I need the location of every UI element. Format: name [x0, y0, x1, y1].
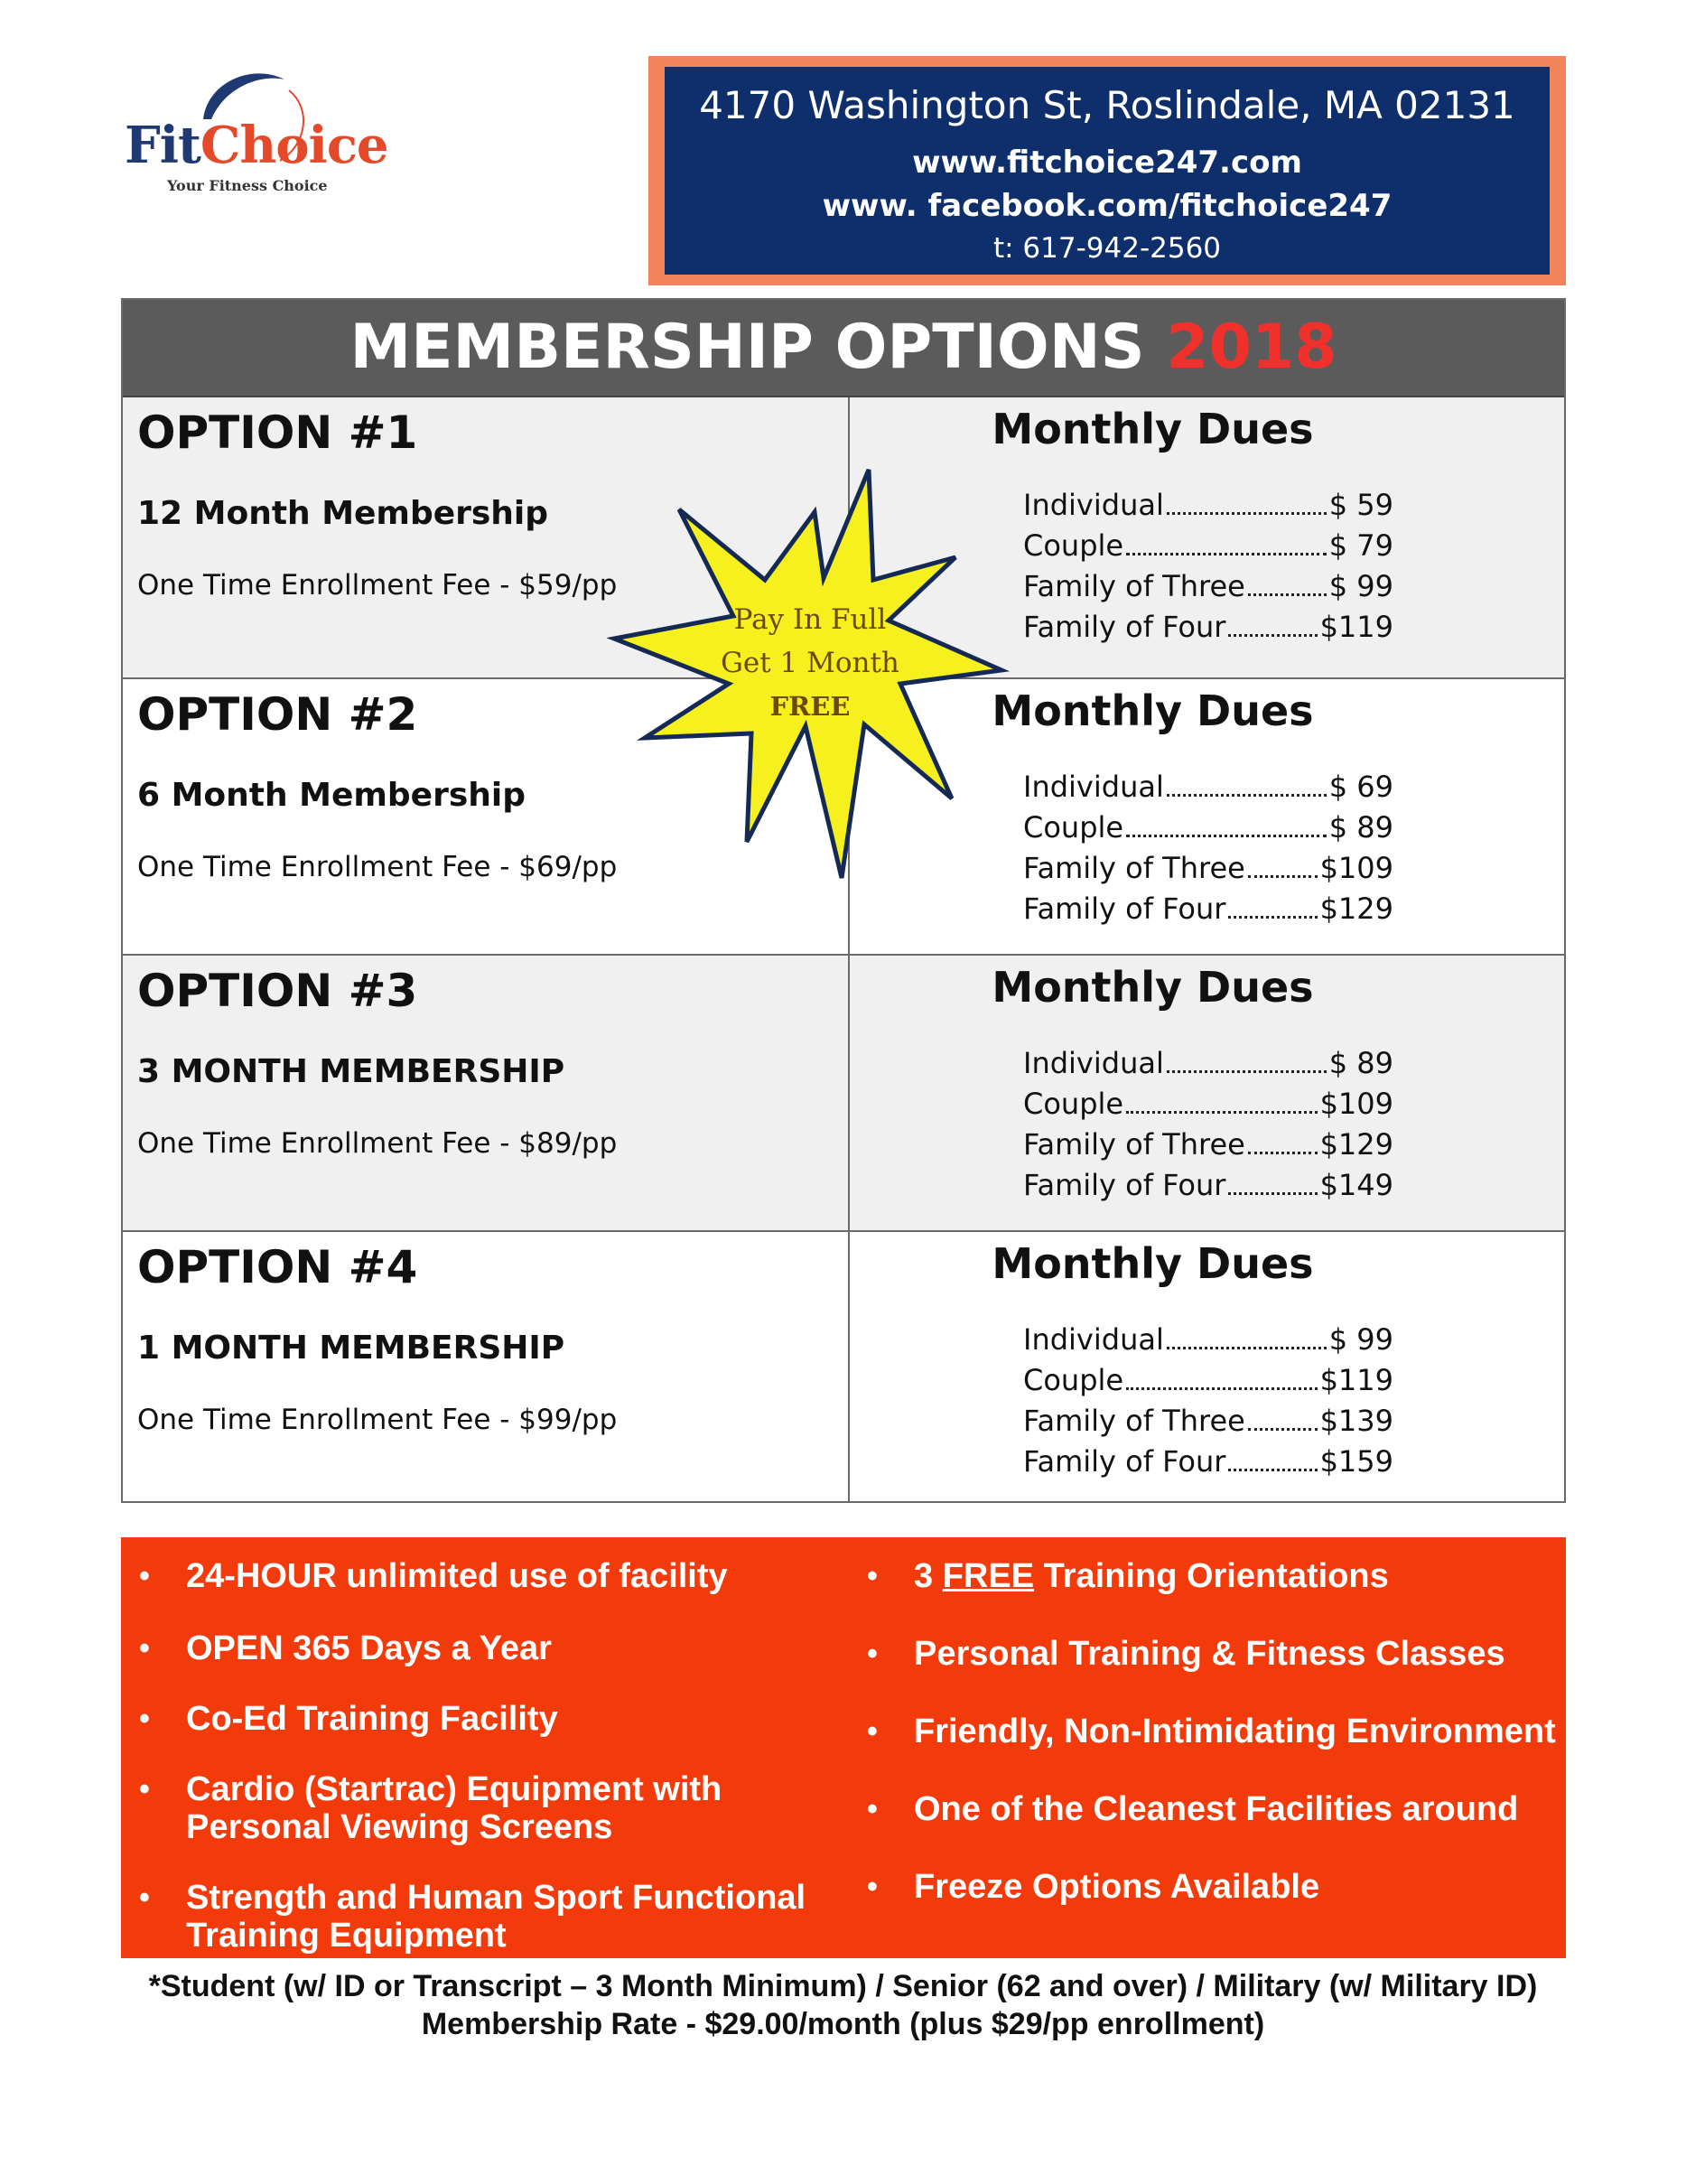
dues-item: Family of Three $129: [1023, 1127, 1393, 1162]
title-year: 2018: [1166, 312, 1337, 383]
dues-list: [1023, 488, 1393, 650]
dues-title: Monthly Dues: [992, 686, 1314, 735]
dues-item: Individual $ 99: [1023, 1322, 1393, 1357]
dues-item: Family of Four $159: [1023, 1444, 1393, 1479]
phone-number: t: 617-942-2560: [992, 232, 1222, 265]
logo-text: FitChoice: [125, 116, 388, 175]
enrollment-fee: One Time Enrollment Fee - $99/pp: [137, 1404, 618, 1436]
dues-item: Family of Four $119: [1023, 610, 1393, 644]
dues-item: Couple $119: [1023, 1363, 1393, 1397]
feature-item: • Personal Training & Fitness Classes: [867, 1635, 1505, 1673]
option-name: 1 MONTH MEMBERSHIP: [137, 1330, 565, 1367]
page-title: MEMBERSHIP OPTIONS 2018: [123, 300, 1564, 397]
promo-text: Pay In Full Get 1 Month FREE: [721, 603, 899, 722]
enrollment-fee: One Time Enrollment Fee - $69/pp: [137, 851, 618, 883]
facebook-link[interactable]: www. facebook.com/fitchoice247: [822, 188, 1393, 224]
contact-box: [648, 56, 1566, 285]
enrollment-fee: One Time Enrollment Fee - $59/pp: [137, 569, 618, 602]
option-title: OPTION #2: [137, 688, 418, 741]
dues-item: Couple $ 79: [1023, 528, 1393, 563]
option-title: OPTION #3: [137, 965, 418, 1017]
fitchoice-logo: [117, 54, 388, 208]
dues-item: Individual $ 69: [1023, 770, 1393, 804]
feature-item: • One of the Cleanest Facilities around: [867, 1790, 1519, 1828]
dues-item: Family of Three $109: [1023, 851, 1393, 885]
dues-item: Couple $ 89: [1023, 810, 1393, 845]
dues-title: Monthly Dues: [992, 1239, 1314, 1288]
dues-title: Monthly Dues: [992, 963, 1314, 1012]
dues-list: [1023, 1046, 1393, 1209]
option-title: OPTION #4: [137, 1241, 418, 1293]
dues-item: Family of Three $ 99: [1023, 569, 1393, 603]
promo-starburst: [607, 462, 1013, 887]
option-row: [123, 956, 1564, 1232]
option-title: OPTION #1: [137, 406, 418, 459]
dues-item: Couple $109: [1023, 1087, 1393, 1121]
feature-item: • OPEN 365 Days a Year: [139, 1629, 552, 1667]
logo-tagline: Your Fitness Choice: [167, 177, 328, 194]
website-link[interactable]: www.fitchoice247.com: [912, 145, 1302, 181]
feature-item: • Freeze Options Available: [867, 1868, 1320, 1906]
dues-list: [1023, 770, 1393, 932]
dues-list: [1023, 1322, 1393, 1485]
option-name: 12 Month Membership: [137, 495, 549, 532]
footer-note: [0, 1967, 1686, 2043]
feature-item: • 24-HOUR unlimited use of facility: [139, 1557, 728, 1595]
option-row: [123, 1232, 1564, 1503]
address: 4170 Washington St, Roslindale, MA 02131: [699, 83, 1515, 127]
feature-item: • Strength and Human Sport Functional Training Equipment: [139, 1879, 806, 1955]
feature-item: • 3 FREE Training Orientations: [867, 1557, 1389, 1595]
feature-item: • Friendly, Non-Intimidating Environment: [867, 1713, 1556, 1750]
dues-title: Monthly Dues: [992, 405, 1314, 453]
dues-item: Individual $ 59: [1023, 488, 1393, 522]
dues-item: Family of Four $129: [1023, 891, 1393, 926]
enrollment-fee: One Time Enrollment Fee - $89/pp: [137, 1127, 618, 1160]
feature-item: • Co-Ed Training Facility: [139, 1700, 558, 1738]
footer-line: *Student (w/ ID or Transcript – 3 Month Minimum) / Senior (62 and over) / Military (w/ Military ID): [148, 1969, 1538, 2003]
option-name: 3 MONTH MEMBERSHIP: [137, 1053, 565, 1090]
option-name: 6 Month Membership: [137, 777, 526, 814]
features-panel: [121, 1537, 1566, 1958]
dues-item: Family of Four $149: [1023, 1168, 1393, 1202]
feature-item: • Cardio (Startrac) Equipment with Personal Viewing Screens: [139, 1770, 722, 1846]
footer-line: Membership Rate - $29.00/month (plus $29/pp enrollment): [421, 2007, 1265, 2041]
dues-item: Individual $ 89: [1023, 1046, 1393, 1080]
dues-item: Family of Three $139: [1023, 1404, 1393, 1438]
